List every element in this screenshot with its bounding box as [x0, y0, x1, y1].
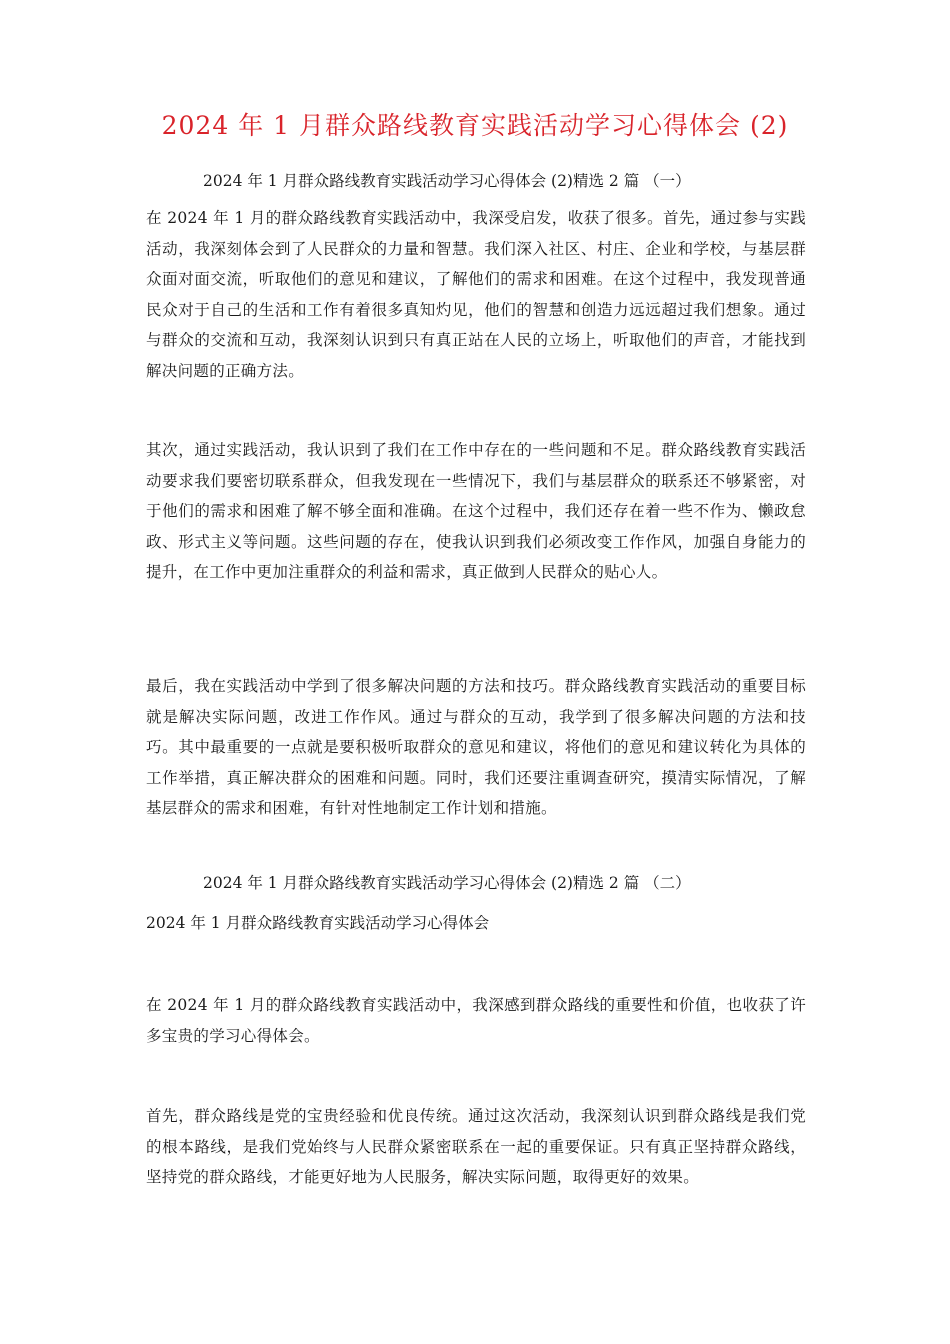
section-1-paragraph-1: 在 2024 年 1 月的群众路线教育实践活动中，我深受启发，收获了很多。首先，通过参与实践活动，我深刻体会到了人民群众的力量和智慧。我们深入社区、村庄、企业和学校，与基层群众面对面交流，听取他们的意见和建议，了解他们的需求和困难。在这个过程中，我发现普通民众对于自己的生活和工作有着很多真知灼见，他们的智慧和创造力远远超过我们想象。通过与群众的交流和互动，我深刻认识到只有真正站在人民的立场上，听取他们的声音，才能找到解决问题的正确方法。 [146, 209, 806, 380]
section-2-subtitle: 2024 年 1 月群众路线教育实践活动学习心得体会 [146, 914, 490, 932]
section-2-paragraph-1: 在 2024 年 1 月的群众路线教育实践活动中，我深感到群众路线的重要性和价值，也收获了许多宝贵的学习心得体会。 [146, 996, 806, 1045]
section-1-heading: 2024 年 1 月群众路线教育实践活动学习心得体会 (2)精选 2 篇 （一） [203, 172, 691, 190]
section-2-heading: 2024 年 1 月群众路线教育实践活动学习心得体会 (2)精选 2 篇 （二） [203, 874, 691, 892]
section-2-paragraph-2: 首先，群众路线是党的宝贵经验和优良传统。通过这次活动，我深刻认识到群众路线是我们党的根本路线，是我们党始终与人民群众紧密联系在一起的重要保证。只有真正坚持群众路线，坚持党的群众路线，才能更好地为人民服务，解决实际问题，取得更好的效果。 [146, 1107, 806, 1186]
section-1-paragraph-2: 其次，通过实践活动，我认识到了我们在工作中存在的一些问题和不足。群众路线教育实践活动要求我们要密切联系群众，但我发现在一些情况下，我们与基层群众的联系还不够紧密，对于他们的需求和困难了解不够全面和准确。在这个过程中，我们还存在着一些不作为、懒政怠政、形式主义等问题。这些问题的存在，使我认识到我们必须改变工作作风，加强自身能力的提升，在工作中更加注重群众的利益和需求，真正做到人民群众的贴心人。 [146, 441, 806, 581]
document-title: 2024 年 1 月群众路线教育实践活动学习心得体会 (2) [161, 111, 789, 140]
section-1-paragraph-3: 最后，我在实践活动中学到了很多解决问题的方法和技巧。群众路线教育实践活动的重要目标就是解决实际问题，改进工作作风。通过与群众的互动，我学到了很多解决问题的方法和技巧。其中最重要的一点就是要积极听取群众的意见和建议，将他们的意见和建议转化为具体的工作举措，真正解决群众的困难和问题。同时，我们还要注重调查研究，摸清实际情况，了解基层群众的需求和困难，有针对性地制定工作计划和措施。 [146, 677, 806, 817]
